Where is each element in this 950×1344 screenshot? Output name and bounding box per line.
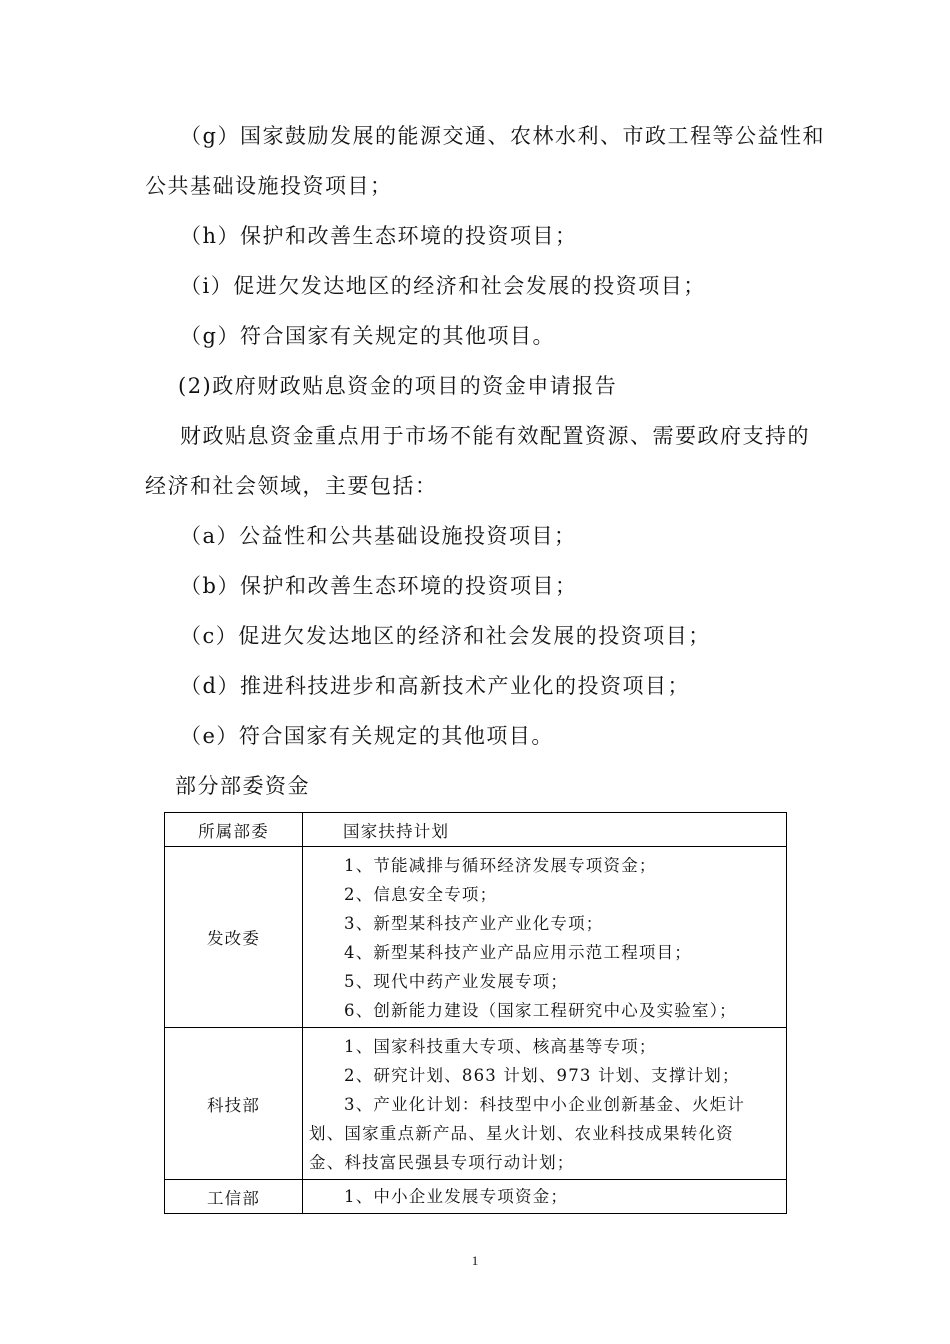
plan-item-continuation: 金、科技富民强县专项行动计划； bbox=[309, 1153, 575, 1172]
plan-item: 1、节能减排与循环经济发展专项资金； bbox=[344, 856, 657, 875]
paragraph: （g）国家鼓励发展的能源交通、农林水利、市政工程等公益性和 bbox=[180, 124, 825, 148]
paragraph: 经济和社会领域，主要包括： bbox=[145, 474, 438, 498]
plan-cell bbox=[303, 1180, 787, 1214]
paragraph: （h）保护和改善生态环境的投资项目； bbox=[180, 224, 578, 248]
department-cell: 工信部 bbox=[165, 1180, 303, 1214]
plan-item: 5、现代中药产业发展专项； bbox=[344, 972, 569, 991]
plan-item: 2、信息安全专项； bbox=[344, 885, 498, 904]
header-department: 所属部委 bbox=[165, 813, 303, 847]
header-plan: 国家扶持计划 bbox=[303, 813, 787, 847]
paragraph: （e）符合国家有关规定的其他项目。 bbox=[180, 724, 554, 748]
paragraph: （b）保护和改善生态环境的投资项目； bbox=[180, 574, 578, 598]
paragraph: 公共基础设施投资项目； bbox=[145, 174, 393, 198]
plan-cell bbox=[303, 1028, 787, 1180]
plan-item: 6、创新能力建设（国家工程研究中心及实验室）； bbox=[344, 1001, 737, 1020]
plan-item: 4、新型某科技产业产品应用示范工程项目； bbox=[344, 943, 692, 962]
plan-item-continuation: 划、国家重点新产品、星火计划、农业科技成果转化资 bbox=[309, 1124, 734, 1143]
plan-item: 3、产业化计划：科技型中小企业创新基金、火炬计 bbox=[344, 1095, 746, 1114]
plan-item: 1、国家科技重大专项、核高基等专项； bbox=[344, 1037, 657, 1056]
table-row bbox=[165, 1028, 787, 1180]
page-number: 1 bbox=[471, 1253, 479, 1268]
plan-item: 3、新型某科技产业产业化专项； bbox=[344, 914, 604, 933]
department-cell: 发改委 bbox=[165, 847, 303, 1028]
department-cell: 科技部 bbox=[165, 1028, 303, 1180]
section-heading: (2)政府财政贴息资金的项目的资金申请报告 bbox=[178, 374, 618, 398]
plan-item: 1、中小企业发展专项资金； bbox=[344, 1187, 569, 1206]
ministry-funds-table bbox=[164, 812, 787, 1214]
table-caption: 部分部委资金 bbox=[175, 774, 310, 798]
paragraph: 财政贴息资金重点用于市场不能有效配置资源、需要政府支持的 bbox=[180, 424, 810, 448]
plan-item: 2、研究计划、863 计划、973 计划、支撑计划； bbox=[344, 1066, 740, 1085]
plan-cell bbox=[303, 847, 787, 1028]
table-header-row bbox=[165, 813, 787, 847]
paragraph: （a）公益性和公共基础设施投资项目； bbox=[180, 524, 577, 548]
paragraph: （d）推进科技进步和高新技术产业化的投资项目； bbox=[180, 674, 690, 698]
paragraph: （c）促进欠发达地区的经济和社会发展的投资项目； bbox=[180, 624, 711, 648]
paragraph: （i）促进欠发达地区的经济和社会发展的投资项目； bbox=[180, 274, 706, 298]
table-row bbox=[165, 847, 787, 1028]
table-row bbox=[165, 1180, 787, 1214]
paragraph: （g）符合国家有关规定的其他项目。 bbox=[180, 324, 555, 348]
